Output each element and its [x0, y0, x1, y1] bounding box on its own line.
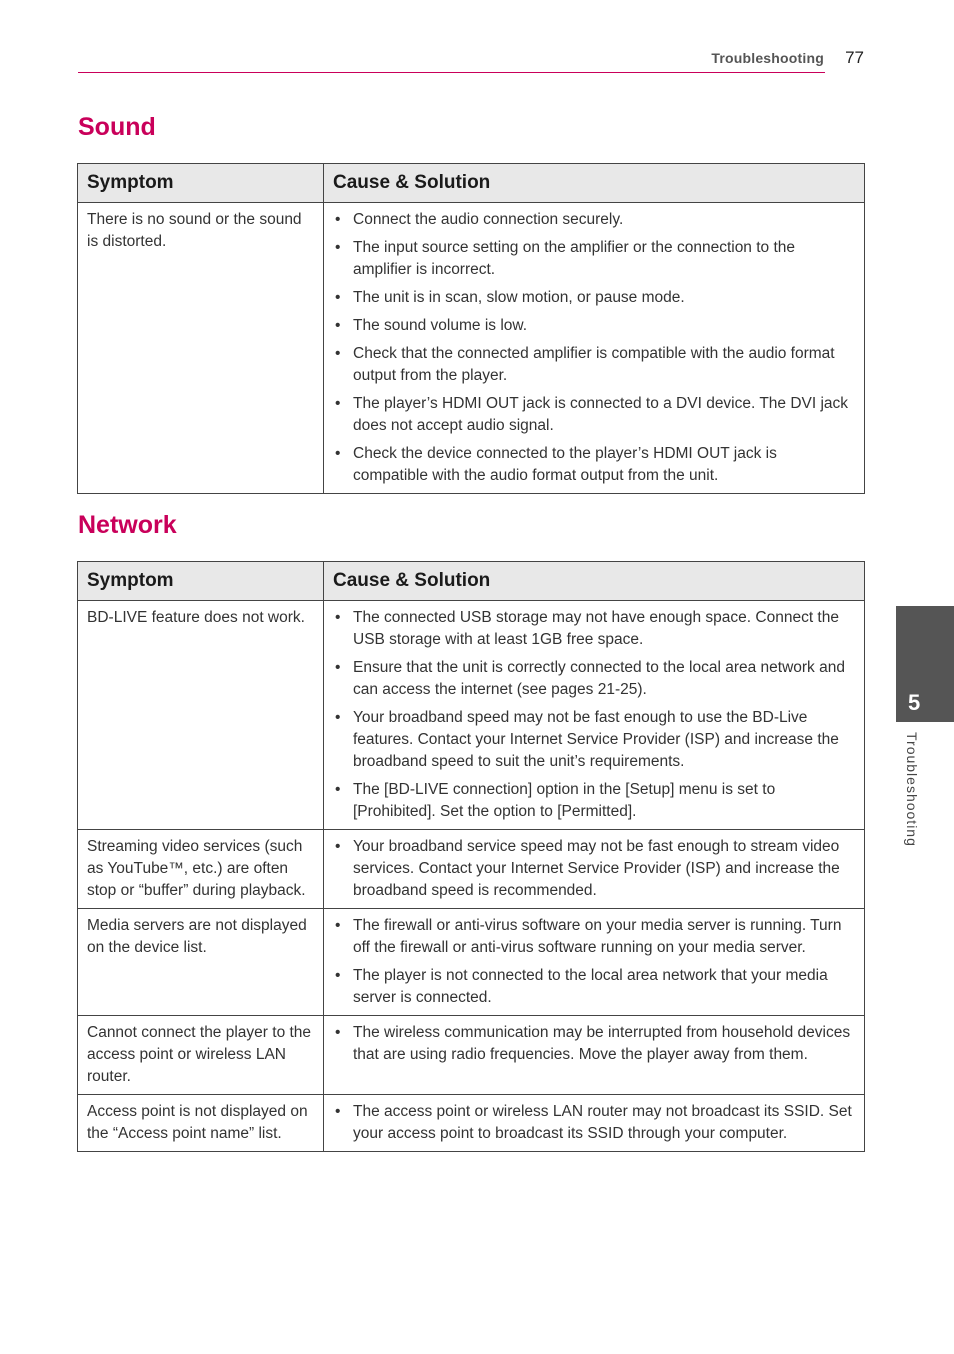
- header-rule: [78, 72, 825, 73]
- list-item: • The unit is in scan, slow motion, or pause mode.: [333, 287, 855, 309]
- table-row: [78, 909, 865, 1016]
- cause-list: [333, 836, 855, 902]
- network-table: [77, 561, 865, 1152]
- cause-list: [333, 1101, 855, 1145]
- list-item: • The connected USB storage may not have enough space. Connect the USB storage with at least 1GB free space.: [333, 607, 855, 651]
- list-item: • Your broadband speed may not be fast enough to use the BD-Live features. Contact your Internet Service Provider (ISP) and increase the broadband speed to suit the unit’s requirements.: [333, 707, 855, 773]
- symptom-cell: Media servers are not displayed on the device list.: [78, 909, 324, 1016]
- header-section-name: Troubleshooting: [711, 50, 824, 66]
- cause-list: [333, 607, 855, 823]
- cause-cell: [324, 1095, 865, 1152]
- table-row: [78, 601, 865, 830]
- list-item: • The input source setting on the amplifier or the connection to the amplifier is incorrect.: [333, 237, 855, 281]
- list-item: • Ensure that the unit is correctly connected to the local area network and can access the internet (see pages 21-25).: [333, 657, 855, 701]
- network-heading: Network: [78, 511, 177, 539]
- table-row: [78, 830, 865, 909]
- list-item: • The access point or wireless LAN router may not broadcast its SSID. Set your access point to broadcast its SSID through your computer.: [333, 1101, 855, 1145]
- cause-column-header: Cause & Solution: [324, 164, 865, 203]
- page-number: 77: [845, 48, 864, 67]
- running-header: [78, 46, 864, 74]
- list-item: • Check the device connected to the player’s HDMI OUT jack is compatible with the audio format output from the unit.: [333, 443, 855, 487]
- symptom-cell: Cannot connect the player to the access point or wireless LAN router.: [78, 1016, 324, 1095]
- symptom-cell: Streaming video services (such as YouTube™, etc.) are often stop or “buffer” during playback.: [78, 830, 324, 909]
- cause-list: [333, 1022, 855, 1066]
- list-item: • Your broadband service speed may not be fast enough to stream video services. Contact your Internet Service Provider (ISP) and increase the broadband speed is recommended.: [333, 836, 855, 902]
- symptom-cell: BD-LIVE feature does not work.: [78, 601, 324, 830]
- table-row: [78, 1016, 865, 1095]
- symptom-cell: Access point is not displayed on the “Access point name” list.: [78, 1095, 324, 1152]
- chapter-number: 5: [908, 690, 921, 715]
- symptom-cell: There is no sound or the sound is distorted.: [78, 203, 324, 494]
- chapter-label: Troubleshooting: [904, 732, 920, 847]
- list-item: • The wireless communication may be interrupted from household devices that are using radio frequencies. Move the player away from them.: [333, 1022, 855, 1066]
- list-item: • The sound volume is low.: [333, 315, 855, 337]
- symptom-column-header: Symptom: [78, 562, 324, 601]
- chapter-tab: [896, 606, 954, 722]
- table-row: [78, 1095, 865, 1152]
- cause-list: [333, 915, 855, 1009]
- list-item: • The player’s HDMI OUT jack is connected to a DVI device. The DVI jack does not accept audio signal.: [333, 393, 855, 437]
- sound-table: [77, 163, 865, 494]
- cause-cell: [324, 601, 865, 830]
- table-header-row: [78, 164, 865, 203]
- cause-cell: [324, 1016, 865, 1095]
- cause-list: [333, 209, 855, 487]
- list-item: • Connect the audio connection securely.: [333, 209, 855, 231]
- list-item: • The player is not connected to the local area network that your media server is connected.: [333, 965, 855, 1009]
- table-row: [78, 203, 865, 494]
- list-item: • Check that the connected amplifier is compatible with the audio format output from the player.: [333, 343, 855, 387]
- cause-cell: [324, 830, 865, 909]
- cause-cell: [324, 203, 865, 494]
- sound-heading: Sound: [78, 113, 156, 141]
- list-item: • The [BD-LIVE connection] option in the [Setup] menu is set to [Prohibited]. Set the option to [Permitted].: [333, 779, 855, 823]
- cause-column-header: Cause & Solution: [324, 562, 865, 601]
- table-header-row: [78, 562, 865, 601]
- cause-cell: [324, 909, 865, 1016]
- symptom-column-header: Symptom: [78, 164, 324, 203]
- list-item: • The firewall or anti-virus software on your media server is running. Turn off the firewall or anti-virus software running on your media server.: [333, 915, 855, 959]
